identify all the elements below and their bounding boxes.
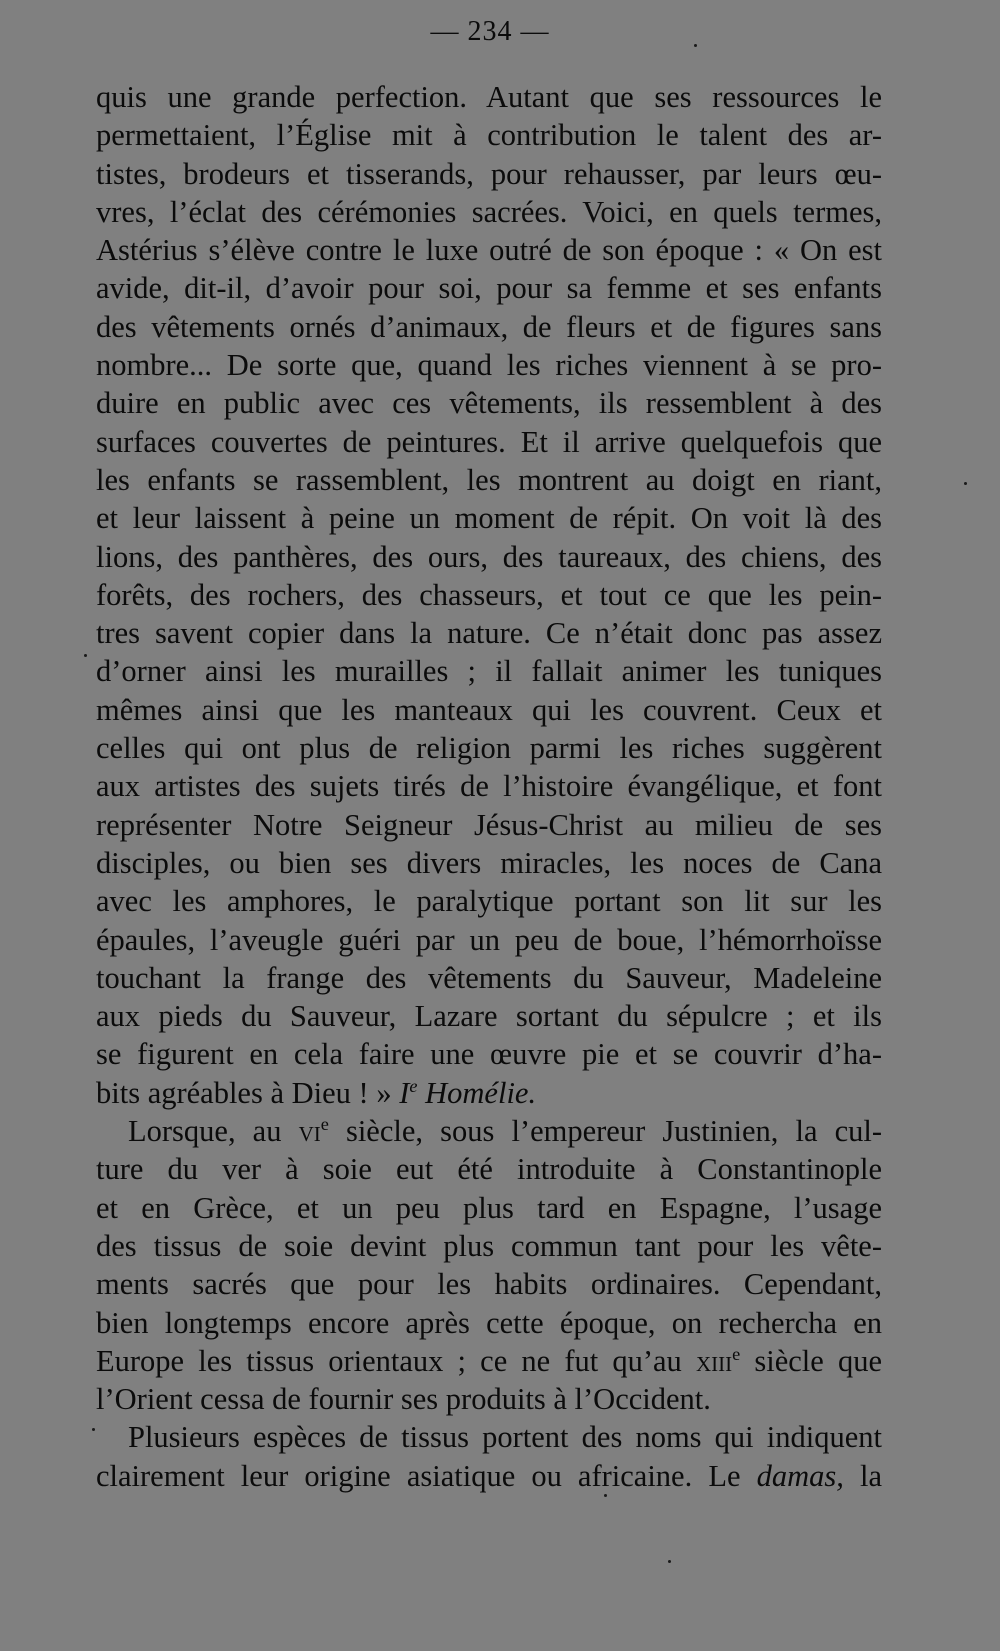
text-line: permettaient, l’Église mit à contribution le talent des ar- [96,118,882,153]
text-line: aux pieds du Sauveur, Lazare sortant du sépulcre ; et ils [96,999,882,1034]
text-line: touchant la frange des vêtements du Sauveur, Madeleine [96,960,882,995]
text-line: mêmes ainsi que les manteaux qui les couvrent. Ceux et [96,692,882,727]
speck [604,1494,607,1497]
text-line: quis une grande perfection. Autant que ses ressources le [96,80,882,114]
homily-title: Homélie. [417,1075,537,1110]
page-number: — 234 — [430,16,550,47]
text-line: avide, dit-il, d’avoir pour soi, pour sa femme et ses enfants [96,271,882,306]
text-line: bien longtemps encore après cette époque, on rechercha en [96,1305,882,1340]
text-line: Europe les tissus orientaux ; ce ne fut qu’au xiii$^e$ siècle que [96,1343,882,1378]
text-line: épaules, l’aveugle guéri par un peu de boue, l’hémorrhoïsse [96,922,882,957]
text-line: des vêtements ornés d’animaux, de fleurs et de figures sans [96,309,882,344]
text-line: surfaces couvertes de peintures. Et il arrive quelquefois que [96,424,882,459]
paragraph [96,1150,882,1341]
text-line: Lorsque, au $vi^e$ siècle, sous l’empereur Justinien, la cul- [128,1114,883,1149]
superscript: e [732,1343,741,1364]
body-text [96,78,882,1495]
superscript: e [409,1075,418,1096]
text-line: avec les amphores, le paralytique portant son lit sur les [96,884,882,919]
text-line: et en Grèce, et un peu plus tard en Espagne, l’usage [96,1190,882,1225]
text-line: ments sacrés que pour les habits ordinaires. Cependant, [96,1267,882,1302]
superscript: e [320,1114,329,1135]
text-line: vres, l’éclat des cérémonies sacrées. Voici, en quels termes, [96,194,882,229]
text-line: duire en public avec ces vêtements, ils ressemblent à des [96,386,882,421]
speck [668,1560,671,1563]
speck [92,1428,95,1431]
text-line: les enfants se rassemblent, les montrent au doigt en riant, [96,462,882,497]
speck [84,654,87,657]
text-line: tistes, brodeurs et tisserands, pour rehausser, par leurs œu- [96,156,882,191]
text-line: disciples, ou bien ses divers miracles, les noces de Cana [96,845,882,880]
paragraph [96,1418,882,1456]
text-line: bits agréables à Dieu ! » Ie Homélie. [96,1075,537,1110]
century-numeral: vi [298,1114,321,1149]
text-line: Astérius s’élève contre le luxe outré de son époque : « On est [96,233,882,268]
text-line: lions, des panthères, des ours, des taureaux, des chiens, des [96,539,882,574]
text-line: clairement leur origine asiatique ou africaine. Le damas, la [96,1458,882,1493]
speck [694,44,697,47]
text-line: Plusieurs espèces de tissus portent des noms qui indiquent [128,1420,882,1455]
homily-number: I [399,1075,410,1110]
text-line: forêts, des rochers, des chasseurs, et tout ce que les pein- [96,577,882,612]
century-numeral: xiii [695,1343,733,1378]
text-line: des tissus de soie devint plus commun tant pour les vête- [96,1228,882,1263]
text-line: tres savent copier dans la nature. Ce n’était donc pas assez [96,616,882,651]
text-line: d’orner ainsi les murailles ; il fallait animer les tuniques [96,654,882,689]
text-line: se figurent en cela faire une œuvre pie et se couvrir d’ha- [96,1037,882,1072]
italic-term: damas, [756,1458,844,1493]
text-line: l’Orient cessa de fournir ses produits à l’Occident. [96,1382,711,1417]
text-line: celles qui ont plus de religion parmi les riches suggèrent [96,731,882,766]
text-line: et leur laissent à peine un moment de répit. On voit là des [96,501,882,536]
speck [964,482,967,485]
text-line: aux artistes des sujets tirés de l’histoire évangélique, et font [96,769,882,804]
text-line: ture du ver à soie eut été introduite à Constantinople [96,1152,882,1187]
text-line: représenter Notre Seigneur Jésus-Christ au milieu de ses [96,807,882,842]
text-line: nombre... De sorte que, quand les riches viennent à se pro- [96,348,882,383]
paragraph [96,78,882,1074]
